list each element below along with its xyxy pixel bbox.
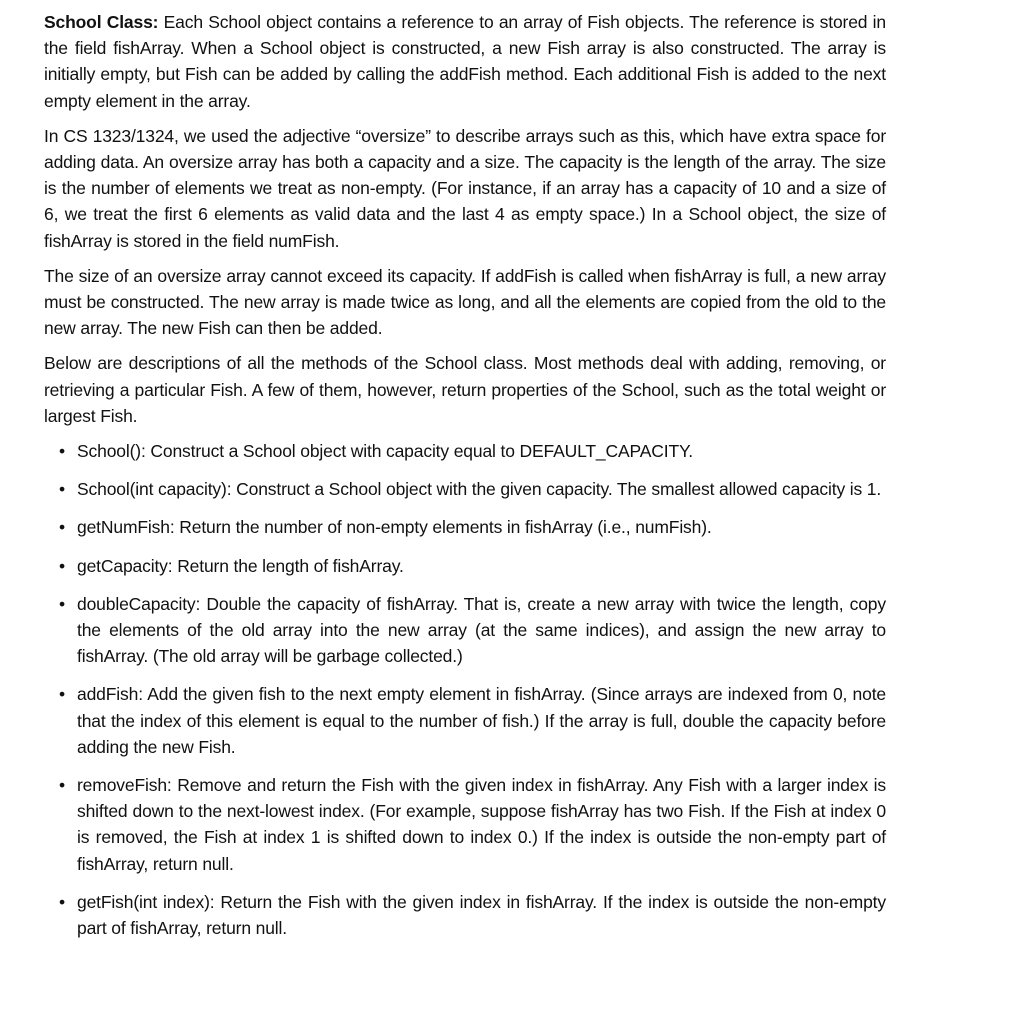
list-item	[44, 438, 886, 464]
bullet-icon: •	[59, 441, 65, 462]
bullet-icon: •	[59, 684, 65, 705]
method-description: getCapacity: Return the length of fishArray.	[77, 555, 404, 576]
section-heading: School Class:	[44, 12, 159, 32]
method-description: doubleCapacity: Double the capacity of fishArray. That is, create a new array with twice the length, copy the elements of the old array into the new array (at the same indices), and assign the new array to fishArray. (The old array will be garbage collected.)	[77, 593, 886, 667]
method-description: School(): Construct a School object with capacity equal to DEFAULT_CAPACITY.	[77, 441, 693, 462]
bullet-icon: •	[59, 555, 65, 576]
list-item	[44, 553, 886, 579]
list-item	[44, 772, 886, 877]
method-description: School(int capacity): Construct a School object with the given capacity. The smallest allowed capacity is 1.	[77, 479, 882, 500]
bullet-icon: •	[59, 891, 65, 912]
bullet-icon: •	[59, 775, 65, 796]
methods-list	[44, 438, 886, 941]
capacity-paragraph: The size of an oversize array cannot exceed its capacity. If addFish is called when fishArray is full, a new array must be constructed. The new array is made twice as long, and all the elements are copied from the old to the new array. The new Fish can then be added.	[44, 265, 886, 339]
bullet-icon: •	[59, 593, 65, 614]
bullet-icon: •	[59, 517, 65, 538]
methods-intro-paragraph: Below are descriptions of all the methods of the School class. Most methods deal with adding, removing, or retrieving a particular Fish. A few of them, however, return properties of the School, such as the total weight or largest Fish.	[44, 353, 886, 426]
list-item	[44, 514, 886, 540]
method-description: getFish(int index): Return the Fish with the given index in fishArray. If the index is outside the non-empty part of fishArray, return null.	[77, 891, 886, 939]
bullet-icon: •	[59, 479, 65, 500]
method-description: addFish: Add the given fish to the next empty element in fishArray. (Since arrays are indexed from 0, note that the index of this element is equal to the number of fish.) If the array is full, double the capacity before adding the new Fish.	[77, 684, 886, 757]
method-description: removeFish: Remove and return the Fish with the given index in fishArray. Any Fish with a larger index is shifted down to the next-lowest index. (For example, suppose fishArray has two Fish. If the Fish at index 0 is removed, the Fish at index 1 is shifted down to index 0.) If the index is outside the non-empty part of fishArray, return null.	[77, 775, 886, 874]
list-item	[44, 889, 886, 941]
intro-text: Each School object contains a reference to an array of Fish objects. The reference is stored in the field fishArray. When a School object is constructed, a new Fish array is also constructed. The array is initially empty, but Fish can be added by calling the addFish method. Each additional Fish is added to the next empty element in the array.	[44, 12, 886, 111]
intro-paragraph	[44, 9, 886, 114]
list-item	[44, 591, 886, 670]
document-body	[44, 9, 886, 953]
oversize-paragraph: In CS 1323/1324, we used the adjective “oversize” to describe arrays such as this, which have extra space for adding data. An oversize array has both a capacity and a size. The capacity is the length of the array. The size is the number of elements we treat as non-empty. (For instance, if an array has a capacity of 10 and a size of 6, we treat the first 6 elements as valid data and the last 4 as empty space.) In a School object, the size of fishArray is stored in the field numFish.	[44, 125, 886, 251]
list-item	[44, 476, 886, 502]
list-item	[44, 681, 886, 760]
method-description: getNumFish: Return the number of non-empty elements in fishArray (i.e., numFish).	[77, 517, 712, 538]
